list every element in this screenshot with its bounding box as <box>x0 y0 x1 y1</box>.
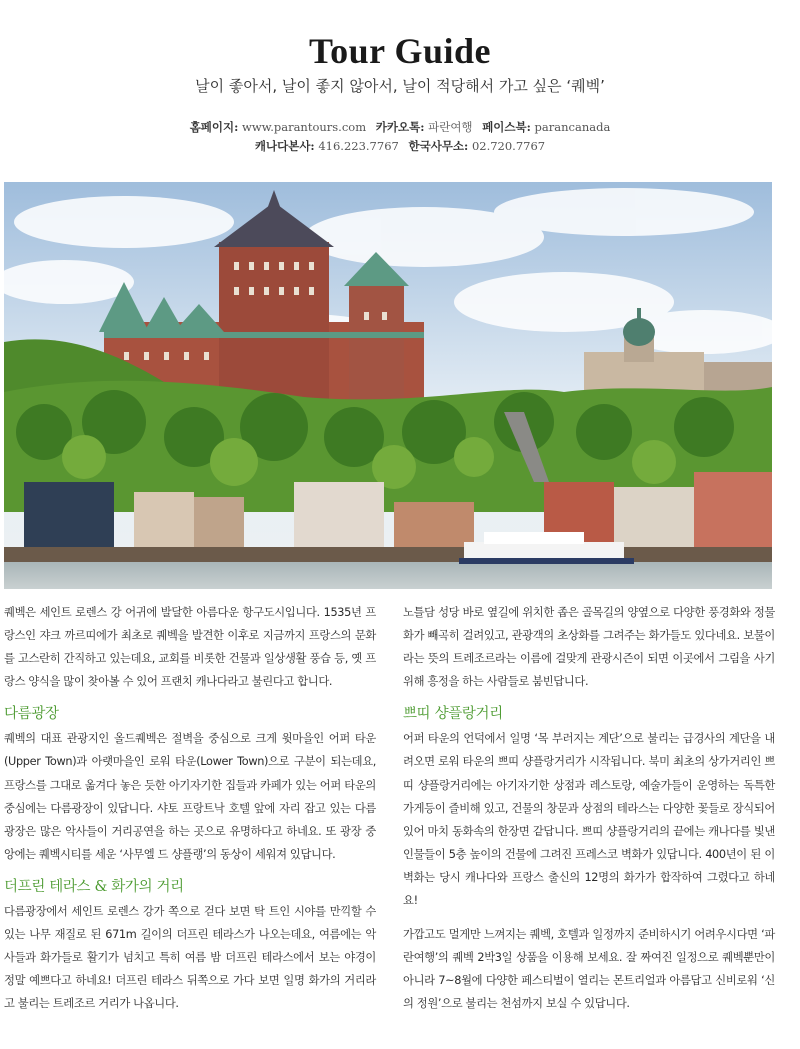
canada-office-phone: 416.223.7767 <box>318 139 399 153</box>
section-heading-dufferin-terrace: 더프린 테라스 & 화가의 거리 <box>4 878 184 895</box>
page-subtitle: 날이 좋아서, 날이 좋지 않아서, 날이 적당해서 가고 싶은 ‘퀘벡’ <box>195 77 605 95</box>
facebook-label: 페이스북: <box>482 120 531 134</box>
closing-paragraph: 가깝고도 멀게만 느껴지는 퀘벡, 호텔과 일정까지 준비하시기 어려우시다면 ‘파란여행’의 퀘벡 2박3일 상품을 이용해 보세요. 잘 짜여진 일정으로 퀘벡뿐만이 아니라 7~8월에 다양한 페스티벌이 열리는 몬트리얼과 아름답고 신비로워 ‘신의 정원’으로 불리는 천섬까지 보실 수 있답니다. <box>403 928 775 1011</box>
tresor-street-paragraph: 노틀담 성당 바로 옆길에 위치한 좁은 골목길의 양옆으로 다양한 풍경화와 정물화가 빼곡히 걸려있고, 관광객의 초상화를 그려주는 화가들도 있다네요. 보물이라는 뜻의 트레조르라는 이름에 걸맞게 관광시즌이 되면 이곳에서 그림을 사기위해 흥정을 하는 사람들로 붐빈답니다. <box>403 606 775 689</box>
dufferin-terrace-paragraph: 다름광장에서 세인트 로렌스 강가 쪽으로 걷다 보면 탁 트인 시야를 만끽할 수 있는 나무 재질로 된 671m 길이의 더프린 테라스가 나오는데요, 여름에는 악사들과 화가들로 활기가 넘치고 특히 여름 밤 더프린 테라스에서 보는 야경이 정말 예쁘다고 하네요! 더프린 테라스 뒤쪽으로 가다 보면 일명 화가의 거리라고 불리는 트레조르 거리가 나옵니다. <box>4 904 376 1011</box>
intro-paragraph: 퀘벡은 세인트 로렌스 강 어귀에 발달한 아름다운 항구도시입니다. 1535년 프랑스인 쟈크 까르띠에가 최초로 퀘벡을 발견한 이후로 지금까지 프랑스의 문화를 고스란히 간직하고 있는데요, 교회를 비롯한 건물과 일상생활 풍습 등, 옛 프랑스 양식을 많이 찾아볼 수 있어 프랜치 캐나다라고 불린다고 합니다. <box>4 606 376 689</box>
right-column <box>403 601 775 1016</box>
korea-office-label: 한국사무소: <box>408 139 469 153</box>
canada-office-label: 캐나다본사: <box>254 139 315 153</box>
contact-line-1 <box>0 118 800 137</box>
kakao-label: 카카오톡: <box>375 120 425 134</box>
homepage-label: 홈페이지: <box>189 120 239 134</box>
kakao-id: 파란여행 <box>428 120 473 134</box>
st-lawrence-river <box>4 562 772 589</box>
contact-line-2 <box>0 137 800 156</box>
place-darmes-paragraph: 퀘벡의 대표 관광지인 올드퀘벡은 절벽을 중심으로 크게 윗마을인 어퍼 타운(Upper Town)과 아랫마을인 로워 타운(Lower Town)으로 구분이 되는데요, 프랑스를 그대로 옮겨다 놓은 듯한 아기자기한 집들과 카페가 있는 어퍼 타운의 중심에는 다름광장이 있답니다. 샤토 프랑트낙 호텔 앞에 자리 잡고 있는 다름광장은 많은 악사들이 거리공연을 하는 곳으로 유명하다고 하네요. 또 광장 중앙에는 퀘벡시티를 세운 ‘사무엘 드 샹플랭’의 동상이 세워져 있답니다. <box>4 732 376 861</box>
quebec-city-photo <box>4 182 772 589</box>
page-title: Tour Guide <box>308 31 492 71</box>
header <box>0 30 800 96</box>
homepage-link[interactable]: www.parantours.com <box>242 120 367 134</box>
left-column <box>4 601 376 1015</box>
section-heading-petit-champlain: 쁘띠 샹플랑거리 <box>403 706 503 723</box>
korea-office-phone: 02.720.7767 <box>471 139 546 153</box>
facebook-id: parancanada <box>534 120 611 134</box>
quebec-skyline-illustration <box>4 182 772 589</box>
petit-champlain-paragraph: 어퍼 타운의 언덕에서 일명 ‘목 부러지는 계단’으로 불리는 급경사의 계단을 내려오면 로워 타운의 쁘띠 샹플랑거리가 시작됩니다. 북미 최초의 상가거리인 쁘띠 샹플랑거리에는 아기자기한 상점과 레스토랑, 예술가들이 운영하는 독특한 가게등이 즐비해 있고, 건물의 창문과 상점의 테라스는 다양한 꽃들로 장식되어 있어 마치 동화속의 한장면 같답니다. 쁘띠 샹플랑거리의 끝에는 캐나다를 빛낸 인물들이 5층 높이의 건물에 그려진 프레스코 벽화가 있답니다. 400년이 된 이 벽화는 당시 캐나다와 프랑스 출신의 12명의 화가가 합작하여 그렸다고 하네요! <box>403 732 775 908</box>
section-heading-place-darmes: 다름광장 <box>4 706 59 723</box>
